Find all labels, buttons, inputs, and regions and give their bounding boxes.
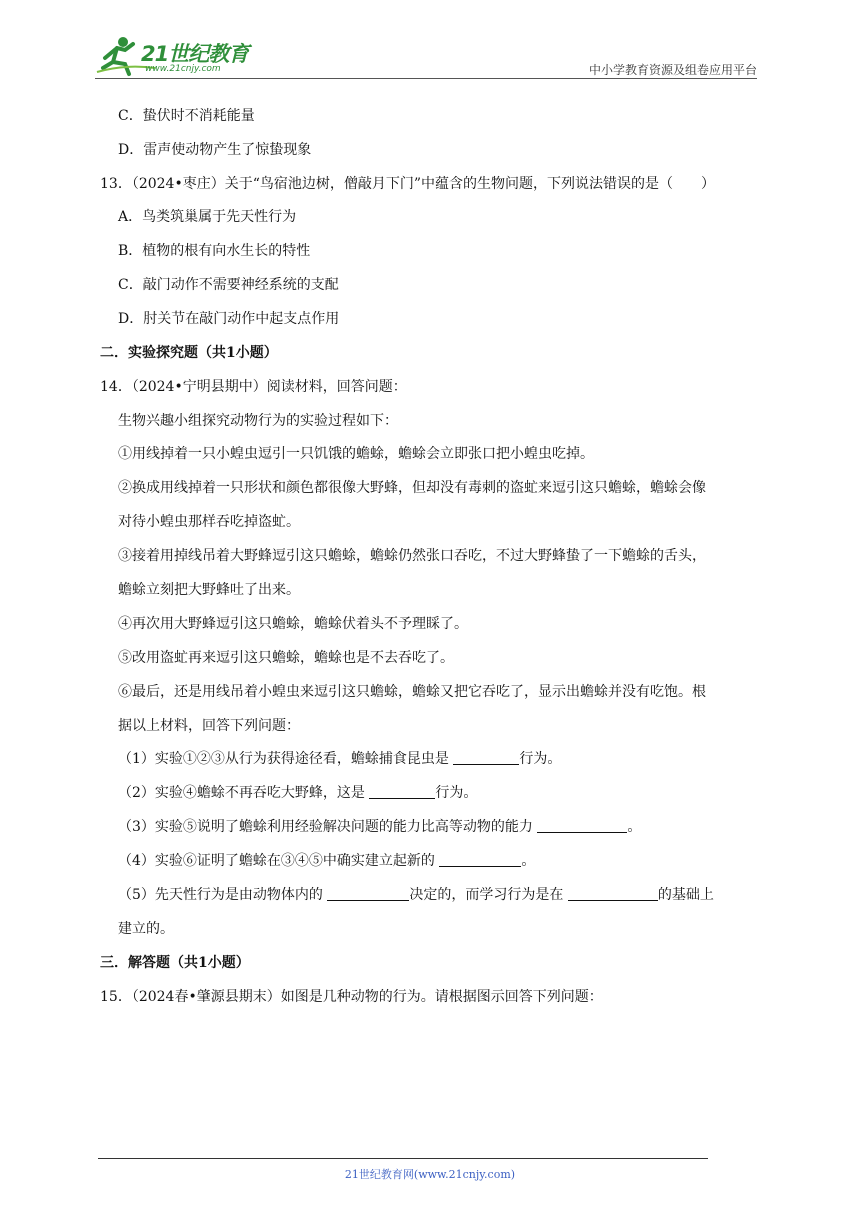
material-intro: 生物兴趣小组探究动物行为的实验过程如下：	[118, 413, 398, 429]
logo-url: www.21cnjy.com	[145, 64, 221, 74]
material-step-5: ⑤改用盗虻再来逗引这只蟾蜍，蟾蜍也是不去吞吃了。	[118, 650, 454, 666]
header-platform-text: 中小学教育资源及组卷应用平台	[588, 63, 757, 77]
header-divider	[95, 78, 757, 79]
answer-blank-3[interactable]	[537, 818, 627, 833]
sub-question-3: （3）实验⑤说明了蟾蜍利用经验解决问题的能力比高等动物的能力 。	[118, 819, 642, 835]
material-step-4: ④再次用大野蜂逗引这只蟾蜍，蟾蜍伏着头不予理睬了。	[118, 616, 468, 632]
section-3-heading: 三．解答题（共1小题）	[100, 955, 250, 971]
sub-question-2: （2）实验④蟾蜍不再吞吃大野蜂，这是 行为。	[118, 785, 478, 801]
sub-question-5: （5）先天性行为是由动物体内的 决定的，而学习行为是在 的基础上	[118, 887, 714, 903]
material-step-2-cont: 对待小蝗虫那样吞吃掉盗虻。	[118, 514, 300, 530]
sub-question-5-cont: 建立的。	[118, 921, 174, 937]
material-step-6: ⑥最后，还是用线吊着小蝗虫来逗引这只蟾蜍，蟾蜍又把它吞吃了，显示出蟾蜍并没有吃饱。根	[118, 684, 706, 700]
material-step-6-cont: 据以上材料，回答下列问题：	[118, 718, 300, 734]
footer-text: 21世纪教育网(www.21cnjy.com)	[344, 1168, 516, 1181]
option-d-12: D．雷声使动物产生了惊蛰现象	[118, 142, 312, 158]
logo-text: 21世纪教育	[141, 42, 249, 66]
material-step-3: ③接着用掉线吊着大野蜂逗引这只蟾蜍，蟾蜍仍然张口吞吃，不过大野蜂蛰了一下蟾蜍的舌头，	[118, 548, 706, 564]
site-logo	[95, 34, 265, 78]
option-c-13: C．敲门动作不需要神经系统的支配	[118, 277, 339, 293]
answer-blank-5b[interactable]	[568, 886, 658, 901]
question-13-stem: 13．（2024•枣庄）关于“鸟宿池边树，僧敲月下门”中蕴含的生物问题，下列说法错误的是（ ）	[100, 176, 716, 192]
option-a-13: A．鸟类筑巢属于先天性行为	[118, 209, 297, 225]
material-step-3-cont: 蟾蜍立刻把大野蜂吐了出来。	[118, 582, 300, 598]
answer-blank-4[interactable]	[439, 852, 521, 867]
sub-question-4: （4）实验⑥证明了蟾蜍在③④⑤中确实建立起新的 。	[118, 853, 536, 869]
answer-blank-5a[interactable]	[327, 886, 409, 901]
answer-blank-2[interactable]	[369, 784, 435, 799]
sub-question-1: （1）实验①②③从行为获得途径看，蟾蜍捕食昆虫是 行为。	[118, 751, 562, 767]
material-step-2: ②换成用线掉着一只形状和颜色都很像大野蜂，但却没有毒刺的盗虻来逗引这只蟾蜍，蟾蜍会像	[118, 480, 706, 496]
question-15-stem: 15．（2024春•肇源县期末）如图是几种动物的行为。请根据图示回答下列问题：	[100, 989, 603, 1005]
question-14-stem: 14．（2024•宁明县期中）阅读材料，回答问题：	[100, 379, 407, 395]
answer-blank-1[interactable]	[453, 750, 519, 765]
option-c-12: C．蛰伏时不消耗能量	[118, 108, 255, 124]
section-2-heading: 二．实验探究题（共1小题）	[100, 345, 278, 361]
option-d-13: D．肘关节在敲门动作中起支点作用	[118, 311, 340, 327]
option-b-13: B．植物的根有向水生长的特性	[118, 243, 311, 259]
material-step-1: ①用线掉着一只小蝗虫逗引一只饥饿的蟾蜍，蟾蜍会立即张口把小蝗虫吃掉。	[118, 446, 594, 462]
footer-divider	[98, 1158, 708, 1159]
page-header	[95, 34, 757, 78]
